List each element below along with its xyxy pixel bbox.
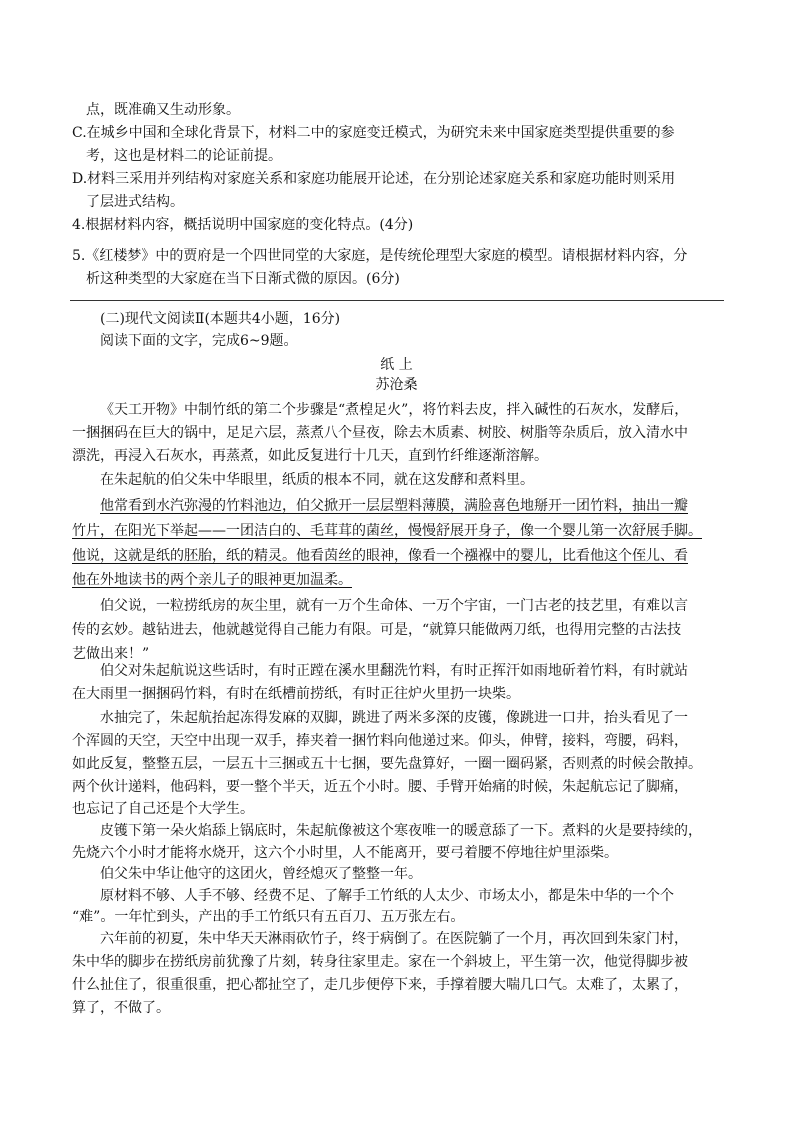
text-line: 传的玄妙。越钻进去，他就越觉得自己能力有限。可是，“就算只能做两刀纸，也得用完整的古法技 xyxy=(72,622,682,638)
text-line: 伯父对朱起航说这些话时，有时正蹚在溪水里翻洗竹料，有时正挥汗如雨地斫着竹料，有时就站 xyxy=(100,663,688,679)
text-line: 点，既准确又生动形象。 xyxy=(86,102,240,118)
text-line: C.在城乡中国和全球化背景下，材料二中的家庭变迁模式，为研究未来中国家庭类型提供重要的参 xyxy=(72,125,675,141)
text-line: 皮镬下第一朵火焰舔上锅底时，朱起航像被这个寒夜唯一的暖意舔了一下。煮料的火是要持续的， xyxy=(100,823,702,839)
text-line: 考，这也是材料二的论证前提。 xyxy=(86,148,282,164)
section-divider xyxy=(70,300,724,301)
article-title: 纸 上 xyxy=(380,357,413,373)
text-line: 5.《红楼梦》中的贾府是一个四世同堂的大家庭，是传统伦理型大家庭的模型。请根据材料内容，分 xyxy=(72,248,688,264)
text-line: D.材料三采用并列结构对家庭关系和家庭功能展开论述，在分别论述家庭关系和家庭功能时则采用 xyxy=(72,171,676,187)
text-line: 伯父朱中华让他守的这团火，曾经熄灭了整整一年。 xyxy=(100,866,422,882)
text-line: 他常看到水汽弥漫的竹料池边，伯父掀开一层层塑料薄膜，满脸喜色地掰开一团竹料，抽出一瓣 xyxy=(100,498,688,514)
text-line: 个浑圆的天空，天空中出现一双手，捧夹着一捆竹料向他递过来。仰头，伸臂，接料，弯腰，码料， xyxy=(72,733,688,749)
text-line: 漂洗，再浸入石灰水，再蒸煮，如此反复进行十几天，直到竹纤维逐渐溶解。 xyxy=(72,448,548,464)
text-line: 先烧六个小时才能将水烧开，这六个小时里，人不能离开，要弓着腰不停地往炉里添柴。 xyxy=(72,845,618,861)
text-line: 艺做出来！” xyxy=(72,646,150,662)
text-line: 4.根据材料内容，概括说明中国家庭的变化特点。(4分) xyxy=(72,217,414,233)
text-line: “难”。一年忙到头，产出的手工竹纸只有五百刀、五万张左右。 xyxy=(72,909,465,925)
text-line: 算了，不做了。 xyxy=(72,1000,170,1016)
text-line: 他说，这就是纸的胚胎，纸的精灵。他看茵丝的眼神，像看一个襁褓中的婴儿，比看他这个侄儿、看 xyxy=(72,548,688,564)
text-line: 也忘记了自己还是个大学生。 xyxy=(72,801,254,817)
text-line: 什么扯住了，很重很重，把心都扯空了，走几步便停下来，手撑着腰大喘几口气。太难了，太累了， xyxy=(72,977,688,993)
text-line: 如此反复，整整五层，一层五十三捆或五十七捆，要先盘算好，一圈一圈码紧，否则煮的时候会散掉。 xyxy=(72,756,702,772)
text-line: 阅读下面的文字，完成6~9题。 xyxy=(100,333,298,349)
text-line: 两个伙计递料，他码料，要一整个半天，近五个小时。腰、手臂开始痛的时候，朱起航忘记了脚痛， xyxy=(72,779,688,795)
text-line: 在朱起航的伯父朱中华眼里，纸质的根本不同，就在这发酵和煮料里。 xyxy=(100,472,534,488)
text-line: 竹片，在阳光下举起——一团洁白的、毛茸茸的菌丝，慢慢舒展开身子，像一个婴儿第一次舒展手脚。 xyxy=(72,523,702,539)
article-author: 苏沧桑 xyxy=(375,377,418,393)
text-line: 一捆捆码在巨大的锅中，足足六层，蒸煮八个昼夜，除去木质素、树胶、树脂等杂质后，放入清水中 xyxy=(72,425,688,441)
text-line: 六年前的初夏，朱中华天天淋雨砍竹子，终于病倒了。在医院躺了一个月，再次回到朱家门村， xyxy=(100,931,688,947)
text-line: 《天工开物》中制竹纸的第二个步骤是“煮楻足火”，将竹料去皮，拌入碱性的石灰水，发酵后， xyxy=(100,402,689,418)
text-line: 他在外地读书的两个亲儿子的眼神更加温柔。 xyxy=(72,572,352,588)
text-line: 在大雨里一捆捆码竹料，有时在纸槽前捞纸，有时正往炉火里扔一块柴。 xyxy=(72,686,520,702)
text-line: (二)现代文阅读Ⅱ(本题共4小题，16分) xyxy=(100,311,341,327)
text-line: 朱中华的脚步在捞纸房前犹豫了片刻，转身往家里走。家在一个斜坡上，平生第一次，他觉得脚步被 xyxy=(72,954,688,970)
text-line: 析这种类型的大家庭在当下日渐式微的原因。(6分) xyxy=(86,271,400,287)
text-line: 伯父说，一粒捞纸房的灰尘里，就有一万个生命体、一万个宇宙，一门古老的技艺里，有难以言 xyxy=(100,598,688,614)
text-line: 水抽完了，朱起航抬起冻得发麻的双脚，跳进了两米多深的皮镬，像跳进一口井，抬头看见了一 xyxy=(100,710,688,726)
text-line: 原材料不够、人手不够、经费不足、了解手工竹纸的人太少、市场太小，都是朱中华的一个个 xyxy=(100,888,674,904)
text-line: 了层进式结构。 xyxy=(86,194,184,210)
